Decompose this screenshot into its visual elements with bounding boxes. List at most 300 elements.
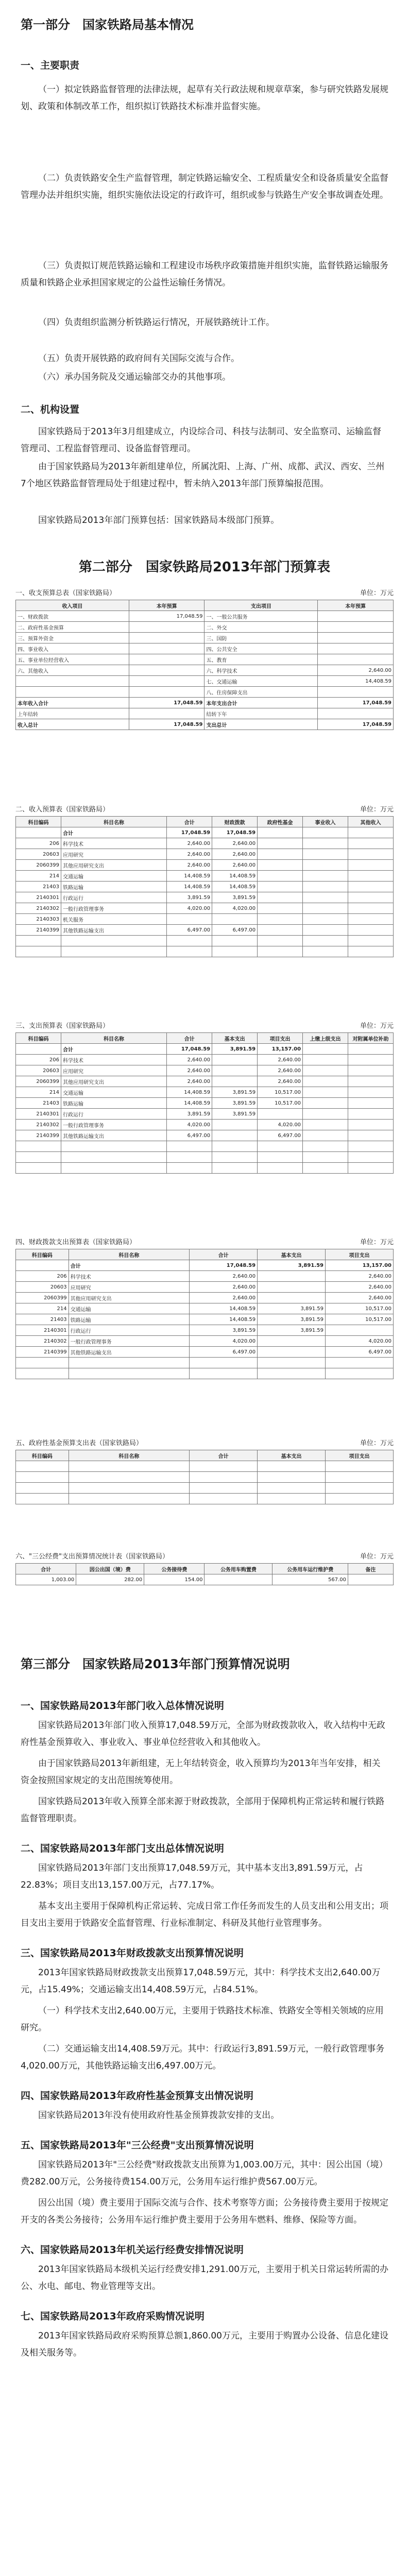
table-cell <box>348 827 394 838</box>
table-cell <box>258 1472 326 1483</box>
table2-header-1: 科目名称 <box>61 817 166 827</box>
table-cell <box>129 643 204 654</box>
table-cell <box>61 1141 166 1152</box>
table-cell <box>348 838 394 849</box>
table-cell <box>69 1494 190 1504</box>
table-cell: 四、公共安全 <box>204 643 318 654</box>
table-cell <box>69 1368 190 1379</box>
table-cell <box>258 1282 326 1293</box>
table-cell <box>190 1358 258 1368</box>
table-cell: 一般行政管理事务 <box>69 1336 190 1347</box>
table-cell: 2140301 <box>16 1325 69 1336</box>
table-cell <box>258 914 303 925</box>
table-cell: 2,640.00 <box>167 860 212 871</box>
table-cell: 4,020.00 <box>167 1120 212 1130</box>
table-cell <box>16 687 129 698</box>
table-cell <box>212 946 258 957</box>
table-cell: 其他应用研究支出 <box>61 1076 166 1087</box>
table-cell: 其他铁路运输支出 <box>61 1130 166 1141</box>
table-row <box>16 1347 394 1358</box>
table-cell <box>303 1163 348 1174</box>
table2-unit: 单位：万元 <box>360 806 394 814</box>
table-cell: 2,640.00 <box>167 838 212 849</box>
table1-body <box>16 611 394 730</box>
table3-caption: 三、支出预算表（国家铁路局） <box>15 1022 110 1030</box>
table-row <box>16 849 394 860</box>
table6-caption: 六、"三公经费"支出预算情况统计表（国家铁路局） <box>15 1553 169 1561</box>
table3-header-row <box>16 1033 394 1044</box>
table3 <box>15 1032 394 1174</box>
table-row <box>16 903 394 914</box>
part3-subheading: 一、国家铁路局2013年部门收入总体情况说明 <box>21 1700 224 1711</box>
table6-header-1: 因公出国（境）费 <box>76 1564 144 1574</box>
part3-paragraph: 国家铁路局2013年部门支出预算17,048.59万元，其中基本支出3,891.59万元，占22.83%；项目支出13,157.00万元，占77.17%。 <box>21 1863 363 1890</box>
table-row <box>16 925 394 936</box>
table-cell <box>258 882 303 892</box>
part3-paragraph: 由于国家铁路局2013年新组建，无上年结转资金，收入预算均为2013年当年安排，相关资金按照国家规定的支出范围统筹使用。 <box>21 1758 381 1786</box>
table-cell: 20603 <box>16 849 61 860</box>
table-cell: 10,517.00 <box>258 1098 303 1109</box>
table-cell: 6,497.00 <box>258 1130 303 1141</box>
part3-body <box>0 1685 409 2366</box>
table-cell <box>16 1483 69 1494</box>
table-cell <box>348 892 394 903</box>
table-cell: 本年收入合计 <box>16 698 129 708</box>
table-cell <box>303 1065 348 1076</box>
table-cell: 2,640.00 <box>167 1055 212 1065</box>
table-cell <box>212 936 258 946</box>
part3-paragraph: 2013年国家铁路局政府采购预算总额1,860.00万元，主要用于购置办公设备、信息化建设及相关服务等。 <box>21 2331 388 2358</box>
table3-header-5: 上缴上级支出 <box>303 1033 348 1044</box>
table-cell <box>258 936 303 946</box>
table-cell: 二、政府性基金预算 <box>16 622 129 633</box>
table-row <box>16 643 394 654</box>
table-cell <box>348 914 394 925</box>
table-row <box>16 1368 394 1379</box>
table-row <box>16 676 394 687</box>
table-cell <box>16 1461 69 1472</box>
table-cell: 4,020.00 <box>167 903 212 914</box>
table-cell: 17,048.59 <box>318 698 394 708</box>
table-cell: 6,497.00 <box>326 1347 394 1358</box>
table-cell: 科学技术 <box>61 1055 166 1065</box>
table-cell: 3,891.59 <box>212 892 258 903</box>
table-cell: 一、一般公共服务 <box>204 611 318 622</box>
part1-title: 第一部分 国家铁路局基本情况 <box>21 18 194 32</box>
table-cell: 13,157.00 <box>326 1260 394 1271</box>
table-row <box>16 1494 394 1504</box>
table-cell <box>129 687 204 698</box>
table4-header-row <box>16 1249 394 1260</box>
table-cell <box>348 1087 394 1098</box>
table-cell: 2,640.00 <box>190 1271 258 1282</box>
table-row <box>16 622 394 633</box>
table-cell: 铁路运输 <box>61 882 166 892</box>
table-cell <box>16 1044 61 1055</box>
table-cell <box>348 1076 394 1087</box>
table5-header-row <box>16 1450 394 1461</box>
table5 <box>15 1450 394 1504</box>
table-cell <box>303 827 348 838</box>
table-cell <box>303 1130 348 1141</box>
part3-paragraph: 国家铁路局2013年收入预算全部来源于财政拨款，全部用于保障机构正常运转和履行铁路监督管理职责。 <box>21 1797 385 1824</box>
table-cell: 21403 <box>16 1314 69 1325</box>
table-row <box>16 698 394 708</box>
table-cell <box>167 936 212 946</box>
part3-subheading: 五、国家铁路局2013年"三公经费"支出预算情况说明 <box>21 2140 254 2151</box>
table-cell: 2140303 <box>16 914 61 925</box>
table2-header-2: 合计 <box>167 817 212 827</box>
table-row <box>16 719 394 730</box>
table-cell <box>258 1347 326 1358</box>
table-cell: 上年结转 <box>16 708 129 719</box>
table-row <box>16 708 394 719</box>
table-cell <box>258 1358 326 1368</box>
table-cell: 三、预算外资金 <box>16 633 129 643</box>
table-row <box>16 1098 394 1109</box>
table-cell <box>326 1494 394 1504</box>
table-cell <box>212 1163 258 1174</box>
table-cell <box>204 1574 272 1585</box>
table-cell: 4,020.00 <box>212 903 258 914</box>
table2-header-5: 事业收入 <box>303 817 348 827</box>
table-cell <box>61 946 166 957</box>
table-row <box>16 871 394 882</box>
table6 <box>15 1563 394 1585</box>
table-cell <box>303 860 348 871</box>
table-cell <box>303 871 348 882</box>
table-cell: 206 <box>16 838 61 849</box>
table-cell: 交通运输 <box>61 871 166 882</box>
table-cell: 机关服务 <box>61 914 166 925</box>
table-row <box>16 892 394 903</box>
table-cell <box>129 633 204 643</box>
table-cell <box>348 1065 394 1076</box>
table-cell: 2140301 <box>16 1109 61 1120</box>
table-cell <box>303 946 348 957</box>
table6-header-3: 公务用车购置费 <box>204 1564 272 1574</box>
table-cell: 2060399 <box>16 860 61 871</box>
table-cell <box>326 1325 394 1336</box>
part1-para-4: （四）负责组织监测分析铁路运行情况，开展铁路统计工作。 <box>38 317 275 328</box>
table-cell <box>258 1368 326 1379</box>
table-cell: 214 <box>16 1303 69 1314</box>
table-cell: 合计 <box>61 827 166 838</box>
table-cell <box>258 903 303 914</box>
table-cell <box>303 903 348 914</box>
table-cell <box>303 1055 348 1065</box>
table-cell: 2,640.00 <box>258 1055 303 1065</box>
table-cell: 10,517.00 <box>326 1314 394 1325</box>
table-cell: 2,640.00 <box>318 665 394 676</box>
table-cell <box>61 1152 166 1163</box>
table3-header-1: 科目名称 <box>61 1033 166 1044</box>
table-cell: 3,891.59 <box>258 1260 326 1271</box>
table-cell: 13,157.00 <box>258 1044 303 1055</box>
table1-header-0: 收入项目 <box>16 600 129 611</box>
table-cell: 10,517.00 <box>258 1087 303 1098</box>
part3-subheading: 四、国家铁路局2013年政府性基金预算支出情况说明 <box>21 2090 253 2102</box>
table-cell <box>190 1472 258 1483</box>
table-cell <box>258 946 303 957</box>
table-cell <box>348 1120 394 1130</box>
table-cell: 2,640.00 <box>167 1065 212 1076</box>
table-cell <box>326 1483 394 1494</box>
table-cell: 282.00 <box>76 1574 144 1585</box>
table-cell: 1,003.00 <box>16 1574 76 1585</box>
table-cell: 6,497.00 <box>190 1347 258 1358</box>
table2-header-0: 科目编码 <box>16 817 61 827</box>
table-cell: 铁路运输 <box>69 1314 190 1325</box>
table-cell: 本年支出合计 <box>204 698 318 708</box>
table4-header-1: 科目名称 <box>69 1249 190 1260</box>
table6-header-0: 合计 <box>16 1564 76 1574</box>
table-cell: 14,408.59 <box>167 882 212 892</box>
table-cell: 交通运输 <box>69 1303 190 1314</box>
table-cell <box>69 1472 190 1483</box>
part1-para-1: （一）拟定铁路监督管理的法律法规，起草有关行政法规和规章草案，参与研究铁路发展规划、政策和体制改革工作，组织拟订铁路技术标准并监督实施。 <box>21 84 388 112</box>
table-cell: 一般行政管理事务 <box>61 903 166 914</box>
table-cell <box>129 708 204 719</box>
part1-s2-para-3: 国家铁路局2013年部门预算包括：国家铁路局本级部门预算。 <box>38 515 280 526</box>
table-cell <box>348 1152 394 1163</box>
table-cell <box>190 1461 258 1472</box>
table-cell <box>348 1130 394 1141</box>
table-cell <box>318 633 394 643</box>
table-cell <box>258 1141 303 1152</box>
table-cell: 行政运行 <box>61 892 166 903</box>
table-cell <box>303 914 348 925</box>
part2-title: 第二部分 国家铁路局2013年部门预算表 <box>78 560 331 575</box>
table-cell: 3,891.59 <box>212 1044 258 1055</box>
table-cell: 6,497.00 <box>167 925 212 936</box>
table-cell: 2,640.00 <box>167 1076 212 1087</box>
table-cell: 应用研究 <box>61 849 166 860</box>
part3-paragraph: 国家铁路局2013年部门收入预算17,048.59万元，全部为财政拨款收入，收入结构中无政府性基金预算收入、事业收入、事业单位经营收入和其他收入。 <box>21 1720 385 1748</box>
table-row <box>16 1483 394 1494</box>
table-cell: 14,408.59 <box>167 1098 212 1109</box>
table-cell: 六、其他收入 <box>16 665 129 676</box>
table-cell <box>16 1141 61 1152</box>
table-cell <box>326 1358 394 1368</box>
table-cell <box>303 936 348 946</box>
table-cell: 应用研究 <box>61 1065 166 1076</box>
table-cell: 2060399 <box>16 1293 69 1303</box>
table-cell: 其他应用研究支出 <box>69 1293 190 1303</box>
table-cell <box>318 708 394 719</box>
table-cell <box>212 1076 258 1087</box>
table2-header-3: 财政拨款 <box>212 817 258 827</box>
table-cell: 七、交通运输 <box>204 676 318 687</box>
table-cell <box>258 838 303 849</box>
table-cell: 3,891.59 <box>212 1098 258 1109</box>
table-cell <box>167 1141 212 1152</box>
table-cell: 2,640.00 <box>190 1282 258 1293</box>
table-cell <box>212 1130 258 1141</box>
part1-s2-para-1: 国家铁路局于2013年3月组建成立，内设综合司、科技与法制司、安全监察司、运输监督管理司、工程监督管理司、设备监督管理司。 <box>21 427 382 454</box>
table-cell: 2,640.00 <box>258 1065 303 1076</box>
part3-paragraph: 国家铁路局2013年"三公经费"财政拨款支出预算为1,003.00万元，其中：因公出国（境）费282.00万元，公务接待费154.00万元，公务用车运行维护费567.00万元。 <box>21 2160 388 2187</box>
table-cell: 二、外交 <box>204 622 318 633</box>
table-cell: 20603 <box>16 1065 61 1076</box>
table-row <box>16 838 394 849</box>
table-cell: 20603 <box>16 1282 69 1293</box>
table-cell <box>348 860 394 871</box>
table5-header-0: 科目编码 <box>16 1450 69 1461</box>
table2-header-row <box>16 817 394 827</box>
table-row <box>16 611 394 622</box>
table-cell <box>212 914 258 925</box>
table-cell <box>16 1472 69 1483</box>
table-cell <box>258 1494 326 1504</box>
table-cell <box>258 1163 303 1174</box>
table-cell: 6,497.00 <box>167 1130 212 1141</box>
table-cell <box>212 1055 258 1065</box>
table-cell: 2140399 <box>16 1130 61 1141</box>
table2-header-4: 政府性基金 <box>258 817 303 827</box>
table-cell: 14,408.59 <box>212 871 258 882</box>
table-cell <box>16 1494 69 1504</box>
table-cell <box>258 1483 326 1494</box>
table4-unit: 单位：万元 <box>360 1239 394 1246</box>
table2-caption: 二、收入预算表（国家铁路局） <box>15 806 110 814</box>
table-row <box>16 1303 394 1314</box>
table-cell <box>258 892 303 903</box>
table3-body <box>16 1044 394 1174</box>
table1-header-1: 本年预算 <box>129 600 204 611</box>
table-cell <box>326 1368 394 1379</box>
table-cell: 其他铁路运输支出 <box>61 925 166 936</box>
table-cell <box>348 1098 394 1109</box>
part3-subheading: 六、国家铁路局2013年机关运行经费安排情况说明 <box>21 2244 244 2256</box>
table-cell: 567.00 <box>272 1574 348 1585</box>
table-row <box>16 1065 394 1076</box>
table-cell: 2140302 <box>16 1336 69 1347</box>
table5-header-4: 项目支出 <box>326 1450 394 1461</box>
table-cell: 2,640.00 <box>212 838 258 849</box>
table6-header-4: 公务用车运行维护费 <box>272 1564 348 1574</box>
table4 <box>15 1249 394 1379</box>
table5-caption: 五、政府性基金预算支出表（国家铁路局） <box>15 1439 143 1447</box>
table3-unit: 单位：万元 <box>360 1022 394 1030</box>
table-row <box>16 1141 394 1152</box>
table5-header-1: 科目名称 <box>69 1450 190 1461</box>
table-cell: 五、教育 <box>204 654 318 665</box>
table6-header-2: 公务接待费 <box>144 1564 204 1574</box>
table-cell <box>69 1461 190 1472</box>
table-cell <box>326 1461 394 1472</box>
table-row <box>16 936 394 946</box>
table-cell: 206 <box>16 1271 69 1282</box>
part3-title: 第三部分 国家铁路局2013年部门预算情况说明 <box>21 1657 290 1671</box>
table-row <box>16 1076 394 1087</box>
table-cell <box>348 925 394 936</box>
table-cell <box>258 1461 326 1472</box>
part3-paragraph: （二）交通运输支出14,408.59万元。其中：行政运行3,891.59万元，一般行政管理事务4,020.00万元，其他铁路运输支出6,497.00万元。 <box>21 2044 385 2071</box>
table-cell: 五、事业单位经营收入 <box>16 654 129 665</box>
table3-header-6: 对附属单位补助 <box>348 1033 394 1044</box>
table-cell <box>303 849 348 860</box>
table2-body <box>16 827 394 957</box>
table-cell: 14,408.59 <box>167 1087 212 1098</box>
table-row <box>16 1336 394 1347</box>
table-cell: 2140399 <box>16 1347 69 1358</box>
table-cell: 3,891.59 <box>258 1325 326 1336</box>
table-cell: 一、财政拨款 <box>16 611 129 622</box>
table-cell <box>258 871 303 882</box>
table-row <box>16 827 394 838</box>
table-cell <box>303 1109 348 1120</box>
table-row <box>16 1358 394 1368</box>
table-cell <box>303 1044 348 1055</box>
table-cell <box>303 838 348 849</box>
part3-paragraph: （一）科学技术支出2,640.00万元，主要用于铁路技术标准、铁路安全等相关领域的应用研究。 <box>21 2006 384 2033</box>
table-row <box>16 1472 394 1483</box>
table-cell: 10,517.00 <box>326 1303 394 1314</box>
table-cell: 行政运行 <box>61 1109 166 1120</box>
table-cell <box>303 1098 348 1109</box>
table-row <box>16 1461 394 1472</box>
table-cell: 2140302 <box>16 1120 61 1130</box>
table4-header-3: 基本支出 <box>258 1249 326 1260</box>
table-cell <box>258 1271 326 1282</box>
table-cell: 2,640.00 <box>326 1282 394 1293</box>
table-cell: 其他应用研究支出 <box>61 860 166 871</box>
table-cell: 其他铁路运输支出 <box>69 1347 190 1358</box>
table-row <box>16 687 394 698</box>
table-row <box>16 654 394 665</box>
table-cell: 2140302 <box>16 903 61 914</box>
table-cell <box>16 1163 61 1174</box>
table-cell <box>16 1358 69 1368</box>
part3-paragraph: 因公出国（境）费主要用于国际交流与合作、技术考察等方面；公务接待费主要用于按规定开支的各类公务接待；公务用车运行维护费主要用于公务用车燃料、维修、保险等方面。 <box>21 2198 388 2225</box>
table-cell: 14,408.59 <box>190 1314 258 1325</box>
table-cell <box>190 1494 258 1504</box>
table1-header-row <box>16 600 394 611</box>
table-cell: 14,408.59 <box>167 871 212 882</box>
table-cell <box>61 936 166 946</box>
table-cell: 3,891.59 <box>258 1303 326 1314</box>
table-cell: 14,408.59 <box>318 676 394 687</box>
table-cell <box>303 1152 348 1163</box>
table-cell <box>258 860 303 871</box>
table-row <box>16 1282 394 1293</box>
table-cell: 交通运输 <box>61 1087 166 1098</box>
table-cell <box>258 1336 326 1347</box>
table-cell: 21403 <box>16 882 61 892</box>
table3-header-4: 项目支出 <box>258 1033 303 1044</box>
table-cell: 17,048.59 <box>318 719 394 730</box>
table-cell <box>348 946 394 957</box>
table4-header-2: 合计 <box>190 1249 258 1260</box>
table-cell <box>348 1055 394 1065</box>
table-cell: 14,408.59 <box>212 882 258 892</box>
table-cell <box>348 871 394 882</box>
table-cell <box>167 1152 212 1163</box>
table-row <box>16 1314 394 1325</box>
table-row <box>16 860 394 871</box>
table-cell <box>303 1120 348 1130</box>
table-cell <box>318 622 394 633</box>
part1-section1-title: 一、主要职责 <box>21 60 80 71</box>
table-cell <box>212 1141 258 1152</box>
table-row <box>16 1109 394 1120</box>
table-cell <box>258 1109 303 1120</box>
part1-section2-title: 二、机构设置 <box>21 404 80 415</box>
table-cell: 4,020.00 <box>258 1120 303 1130</box>
table4-header-0: 科目编码 <box>16 1249 69 1260</box>
table-row <box>16 1087 394 1098</box>
